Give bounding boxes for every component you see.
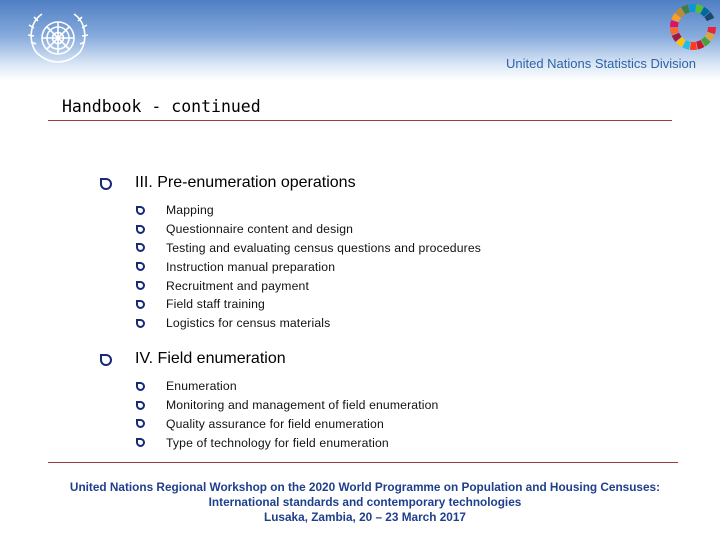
list-item-label: Enumeration [166, 379, 237, 394]
sdg-wheel-icon [668, 2, 718, 52]
bullet-icon [136, 206, 145, 215]
bullet-icon [136, 419, 145, 428]
list-item-label: Quality assurance for field enumeration [166, 416, 384, 431]
bullet-icon [100, 178, 112, 190]
bullet-icon [136, 243, 145, 252]
bullet-icon [136, 319, 145, 328]
item-list [136, 377, 438, 452]
section-heading: IV. Field enumeration [135, 350, 286, 367]
footer [0, 480, 720, 525]
header-band [0, 0, 720, 80]
item-list [136, 201, 481, 333]
list-item [136, 276, 481, 295]
bullet-icon [136, 281, 145, 290]
list-item-label: Monitoring and management of field enumeration [166, 398, 439, 413]
bullet-icon [136, 438, 145, 447]
organization-name: United Nations Statistics Division [505, 56, 696, 71]
footer-line-venue: Lusaka, Zambia, 20 – 23 March 2017 [264, 510, 466, 524]
bullet-icon [136, 262, 145, 271]
list-item [136, 257, 481, 276]
list-item [136, 396, 438, 415]
list-item [136, 220, 481, 239]
list-item-label: Recruitment and payment [166, 278, 309, 293]
list-item [136, 433, 438, 452]
slide-title: Handbook - continued [62, 97, 261, 116]
un-emblem-icon [22, 8, 94, 70]
list-item [136, 239, 481, 258]
list-item-label: Field staff training [166, 297, 265, 312]
footer-divider [48, 462, 678, 463]
bullet-icon [136, 382, 145, 391]
bullet-icon [100, 354, 112, 366]
bullet-icon [136, 401, 145, 410]
list-item-label: Mapping [166, 203, 214, 218]
section-heading-row [100, 348, 438, 370]
section-pre-enumeration [100, 172, 481, 333]
list-item [136, 415, 438, 434]
section-heading-row [100, 172, 481, 194]
section-heading: III. Pre-enumeration operations [135, 174, 356, 191]
list-item [136, 314, 481, 333]
title-divider [48, 120, 672, 121]
bullet-icon [136, 300, 145, 309]
list-item-label: Type of technology for field enumeration [166, 435, 389, 450]
bullet-icon [136, 225, 145, 234]
footer-line-workshop: United Nations Regional Workshop on the 2020 World Programme on Population and Housing Censuses: [69, 480, 661, 494]
section-field-enumeration [100, 348, 438, 452]
list-item-label: Logistics for census materials [166, 316, 331, 331]
list-item-label: Questionnaire content and design [166, 222, 354, 237]
footer-line-subtitle: International standards and contemporary technologies [208, 495, 522, 509]
list-item-label: Testing and evaluating census questions and procedures [166, 240, 482, 255]
list-item [136, 201, 481, 220]
list-item [136, 377, 438, 396]
list-item-label: Instruction manual preparation [166, 259, 336, 274]
list-item [136, 295, 481, 314]
